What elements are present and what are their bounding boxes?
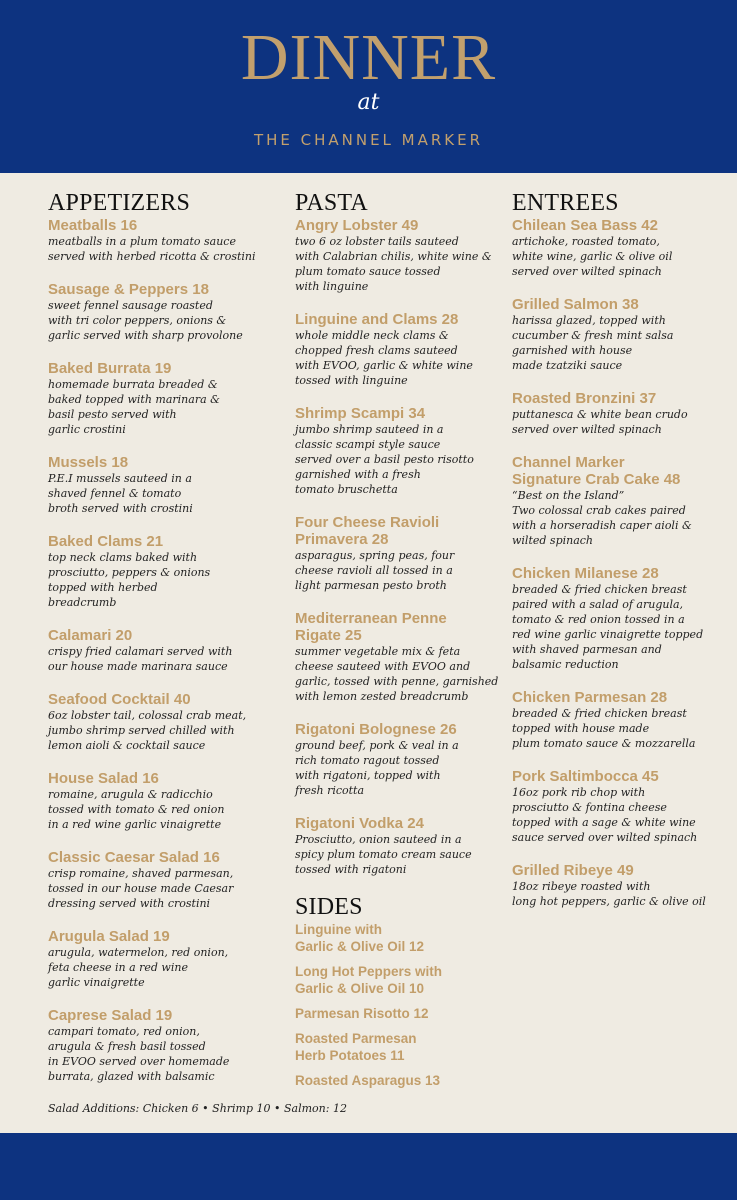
entree-item-name: Channel Marker Signature Crab Cake 48 xyxy=(512,454,681,488)
menu-title: DINNER xyxy=(240,21,497,94)
pasta-column xyxy=(295,190,500,1097)
entree-item xyxy=(512,768,727,845)
menu-header xyxy=(0,0,737,173)
entree-item-description: 16oz pork rib chop with prosciutto & fontina cheese topped with a sage & white wine sauce served over wilted spinach xyxy=(512,786,698,844)
pasta-item-name: Shrimp Scampi 34 xyxy=(295,405,426,422)
entree-item xyxy=(512,217,727,279)
appetizer-item-description: crispy fried calamari served with our house made marinara sauce xyxy=(48,645,233,673)
pasta-item xyxy=(295,815,500,877)
appetizer-item-description: 6oz lobster tail, colossal crab meat, jumbo shrimp served chilled with lemon aioli & cocktail sauce xyxy=(48,709,247,752)
appetizer-item-description: campari tomato, red onion, arugula & fresh basil tossed in EVOO served over homemade burrata, glazed with balsamic xyxy=(48,1025,230,1083)
appetizer-item xyxy=(48,217,268,264)
entree-item-description: 18oz ribeye roasted with long hot peppers, garlic & olive oil xyxy=(512,880,706,908)
entree-item xyxy=(512,454,727,548)
entree-item-name: Grilled Ribeye 49 xyxy=(512,862,634,879)
entree-item-name: Chilean Sea Bass 42 xyxy=(512,217,658,234)
appetizer-item-name: Seafood Cocktail 40 xyxy=(48,691,191,708)
pasta-item-description: jumbo shrimp sauteed in a classic scampi style sauce served over a basil pesto risotto garnished with a fresh tomato bruschetta xyxy=(295,423,474,496)
entree-item-name: Grilled Salmon 38 xyxy=(512,296,639,313)
appetizer-item xyxy=(48,281,268,343)
entree-item xyxy=(512,689,727,751)
pasta-item-name: Linguine and Clams 28 xyxy=(295,311,459,328)
pasta-item-name: Mediterranean Penne Rigate 25 xyxy=(295,610,447,644)
pasta-item-name: Rigatoni Bolognese 26 xyxy=(295,721,457,738)
entrees-heading: ENTREES xyxy=(512,190,619,216)
appetizer-item-description: romaine, arugula & radicchio tossed with tomato & red onion in a red wine garlic vinaigrette xyxy=(48,788,225,831)
side-item: Linguine with Garlic & Olive Oil 12 xyxy=(295,922,425,954)
entree-item-name: Roasted Bronzini 37 xyxy=(512,390,657,407)
side-item: Roasted Parmesan Herb Potatoes 11 xyxy=(295,1031,417,1063)
entree-item xyxy=(512,296,727,373)
pasta-item xyxy=(295,405,500,497)
entree-item-name: Pork Saltimbocca 45 xyxy=(512,768,659,785)
appetizer-item-description: arugula, watermelon, red onion, feta cheese in a red wine garlic vinaigrette xyxy=(48,946,229,989)
salad-additions: Salad Additions: Chicken 6 • Shrimp 10 • Salmon: 12 xyxy=(48,1102,347,1115)
entree-item-description: puttanesca & white bean crudo served over wilted spinach xyxy=(512,408,688,436)
entree-item xyxy=(512,390,727,437)
entrees-column xyxy=(512,190,727,926)
appetizer-item xyxy=(48,691,268,753)
pasta-item-description: summer vegetable mix & feta cheese sauteed with EVOO and garlic, tossed with penne, garnished with lemon zested breadcrumb xyxy=(295,645,499,703)
appetizer-item-description: meatballs in a plum tomato sauce served with herbed ricotta & crostini xyxy=(48,235,256,263)
appetizer-item-name: Calamari 20 xyxy=(48,627,133,644)
appetizers-column xyxy=(48,190,268,1101)
sides-list xyxy=(295,921,500,1089)
appetizer-item xyxy=(48,849,268,911)
entree-item xyxy=(512,862,727,909)
pasta-item-description: whole middle neck clams & chopped fresh clams sauteed with EVOO, garlic & white wine tossed with linguine xyxy=(295,329,473,387)
entree-item-name: Chicken Milanese 28 xyxy=(512,565,659,582)
appetizer-item-name: Arugula Salad 19 xyxy=(48,928,170,945)
entrees-list xyxy=(512,217,727,909)
appetizer-item-description: top neck clams baked with prosciutto, peppers & onions topped with herbed breadcrumb xyxy=(48,551,211,609)
appetizer-item-description: crisp romaine, shaved parmesan, tossed in our house made Caesar dressing served with crostini xyxy=(48,867,234,910)
side-item: Roasted Asparagus 13 xyxy=(295,1073,441,1088)
menu-footer xyxy=(0,1133,737,1200)
entree-item-description: harissa glazed, topped with cucumber & fresh mint salsa garnished with house made tzatziki sauce xyxy=(512,314,674,372)
pasta-item xyxy=(295,721,500,798)
appetizer-item-name: Meatballs 16 xyxy=(48,217,138,234)
entree-item xyxy=(512,565,727,672)
appetizer-item-name: Mussels 18 xyxy=(48,454,129,471)
appetizer-item-name: Caprese Salad 19 xyxy=(48,1007,173,1024)
pasta-item-description: Prosciutto, onion sauteed in a spicy plum tomato cream sauce tossed with rigatoni xyxy=(295,833,472,876)
pasta-heading: PASTA xyxy=(295,190,368,216)
appetizer-item xyxy=(48,533,268,610)
appetizer-item xyxy=(48,454,268,516)
appetizer-item-name: House Salad 16 xyxy=(48,770,159,787)
at-script: at xyxy=(357,90,380,115)
restaurant-name: THE CHANNEL MARKER xyxy=(253,131,484,149)
entree-item-name: Chicken Parmesan 28 xyxy=(512,689,668,706)
appetizer-item xyxy=(48,928,268,990)
appetizer-item xyxy=(48,1007,268,1084)
appetizer-item xyxy=(48,770,268,832)
pasta-item xyxy=(295,610,500,704)
appetizers-heading: APPETIZERS xyxy=(48,190,191,216)
appetizer-item-name: Baked Burrata 19 xyxy=(48,360,172,377)
appetizer-item xyxy=(48,627,268,674)
appetizer-item-description: P.E.I mussels sauteed in a shaved fennel & tomato broth served with crostini xyxy=(48,472,193,515)
appetizer-item-name: Classic Caesar Salad 16 xyxy=(48,849,220,866)
pasta-item xyxy=(295,217,500,294)
pasta-item-description: ground beef, pork & veal in a rich tomato ragout tossed with rigatoni, topped with fresh ricotta xyxy=(295,739,459,797)
pasta-item-description: two 6 oz lobster tails sauteed with Calabrian chilis, white wine & plum tomato sauce tossed with linguine xyxy=(295,235,492,293)
pasta-item-description: asparagus, spring peas, four cheese ravioli all tossed in a light parmesan pesto broth xyxy=(295,549,455,592)
entree-item-description: breaded & fried chicken breast topped with house made plum tomato sauce & mozzarella xyxy=(512,707,696,750)
appetizer-item xyxy=(48,360,268,437)
pasta-item-name: Four Cheese Ravioli Primavera 28 xyxy=(295,514,440,548)
side-item: Long Hot Peppers with Garlic & Olive Oil 10 xyxy=(295,964,442,996)
entree-item-description: artichoke, roasted tomato, white wine, garlic & olive oil served over wilted spinach xyxy=(512,235,673,278)
pasta-list xyxy=(295,217,500,877)
pasta-item-name: Rigatoni Vodka 24 xyxy=(295,815,424,832)
entree-item-description: “Best on the Island” Two colossal crab cakes paired with a horseradish caper aioli & wilted spinach xyxy=(512,489,692,547)
appetizer-item-name: Sausage & Peppers 18 xyxy=(48,281,209,298)
entree-item-description: breaded & fried chicken breast paired with a salad of arugula, tomato & red onion tossed in a red wine garlic vinaigrette topped with shaved parmesan and balsamic reduction xyxy=(512,583,704,671)
pasta-item xyxy=(295,311,500,388)
pasta-item xyxy=(295,514,500,593)
appetizer-item-description: homemade burrata breaded & baked topped with marinara & basil pesto served with garlic crostini xyxy=(48,378,220,436)
appetizers-list xyxy=(48,217,268,1084)
sides-heading: SIDES xyxy=(295,894,363,920)
appetizer-item-name: Baked Clams 21 xyxy=(48,533,164,550)
appetizer-item-description: sweet fennel sausage roasted with tri color peppers, onions & garlic served with sharp provolone xyxy=(48,299,243,342)
pasta-item-name: Angry Lobster 49 xyxy=(295,217,419,234)
side-item: Parmesan Risotto 12 xyxy=(295,1006,429,1021)
